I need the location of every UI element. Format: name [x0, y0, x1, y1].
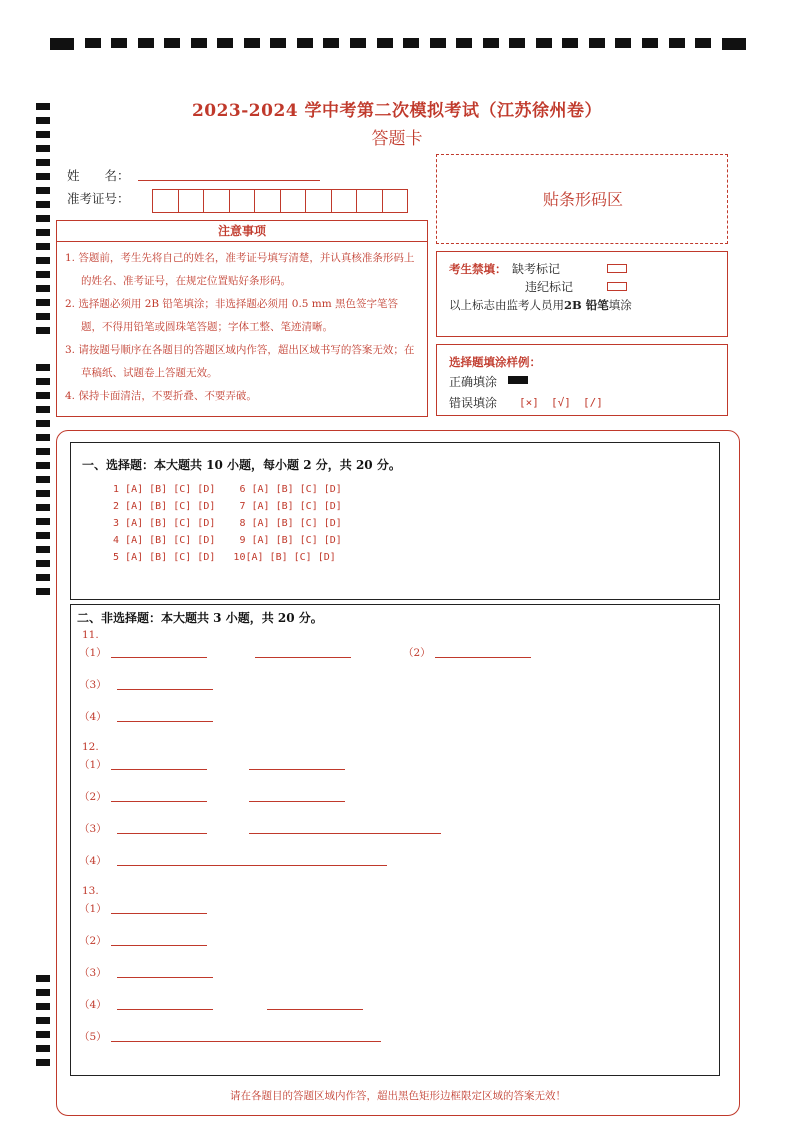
- proctor-only-label: 考生禁填：: [449, 262, 507, 276]
- name-label: 姓 名：: [67, 168, 130, 183]
- part-label: （5）: [79, 1031, 107, 1043]
- choice-row[interactable]: 2 [A] [B] [C] [D] 7 [A] [B] [C] [D]: [107, 501, 342, 512]
- answer-line[interactable]: [117, 1009, 213, 1010]
- correct-fill-mark: [508, 376, 528, 384]
- exam-title: 2023-2024 学中考第二次模拟考试（江苏徐州卷）: [191, 101, 603, 121]
- question-number-12: 12.: [82, 741, 99, 753]
- answer-line[interactable]: [249, 769, 345, 770]
- absent-mark-label: 缺考标记: [512, 262, 561, 276]
- part-label: （4）: [79, 711, 107, 723]
- non-choice-section-title: 二、非选择题：本大题共 3 小题，共 20 分。: [77, 611, 323, 625]
- correct-fill-label: 正确填涂: [449, 375, 498, 389]
- fill-sample-label: 选择题填涂样例：: [449, 355, 541, 369]
- name-field[interactable]: [138, 180, 320, 181]
- answer-line[interactable]: [267, 1009, 363, 1010]
- part-label: （3）: [79, 967, 107, 979]
- question-number-13: 13.: [82, 885, 99, 897]
- notice-item: 1. 答题前，考生先将自己的姓名，准考证号填写清楚，并认真核准条形码上的姓名、准考证号，在规定位置贴好条形码。: [65, 252, 415, 287]
- answer-line[interactable]: [117, 977, 213, 978]
- wrong-mark-slash: [/]: [583, 396, 603, 409]
- answer-line[interactable]: [111, 657, 207, 658]
- part-label: （2）: [403, 647, 431, 659]
- barcode-area: [436, 154, 728, 244]
- part-label: （3）: [79, 823, 107, 835]
- violation-mark-box[interactable]: [607, 282, 627, 291]
- choice-row[interactable]: 3 [A] [B] [C] [D] 8 [A] [B] [C] [D]: [107, 518, 342, 529]
- answer-line[interactable]: [117, 833, 207, 834]
- answer-line[interactable]: [249, 833, 441, 834]
- absent-mark-box[interactable]: [607, 264, 627, 273]
- id-label: 准考证号：: [67, 191, 130, 206]
- question-number-11: 11.: [82, 629, 99, 641]
- choice-grid[interactable]: [107, 481, 342, 566]
- top-timing-marks: [50, 38, 746, 50]
- choice-row[interactable]: 4 [A] [B] [C] [D] 9 [A] [B] [C] [D]: [107, 535, 342, 546]
- part-label: （1）: [79, 759, 107, 771]
- proctor-note: 以上标志由监考人员用2B 铅笔填涂: [449, 298, 632, 312]
- notice-list: [56, 241, 428, 417]
- answer-sheet-subtitle: 答题卡: [371, 129, 423, 149]
- non-choice-section: [70, 604, 720, 1076]
- wrong-fill-label: 错误填涂: [449, 396, 498, 410]
- part-label: （4）: [79, 855, 107, 867]
- notice-title: 注意事项: [56, 220, 428, 242]
- left-timing-marks-middle: [36, 364, 50, 602]
- part-label: （2）: [79, 935, 107, 947]
- part-label: （4）: [79, 999, 107, 1011]
- footer-warning: 请在各题目的答题区域内作答，超出黑色矩形边框限定区域的答案无效！: [230, 1090, 566, 1102]
- barcode-label: 贴条形码区: [542, 190, 623, 209]
- wrong-mark-check: [√]: [551, 396, 571, 409]
- answer-line[interactable]: [111, 945, 207, 946]
- answer-line[interactable]: [255, 657, 351, 658]
- choice-row[interactable]: 5 [A] [B] [C] [D] 10[A] [B] [C] [D]: [107, 552, 336, 563]
- fill-sample-box: [436, 344, 728, 416]
- choice-section-title: 一、选择题：本大题共 10 小题，每小题 2 分，共 20 分。: [82, 458, 401, 472]
- notice-item: 2. 选择题必须用 2B 铅笔填涂；非选择题必须用 0.5 mm 黑色签字笔答题，不得用铅笔或圆珠笔答题；字体工整、笔迹清晰。: [65, 298, 399, 333]
- exam-id-boxes[interactable]: [152, 189, 407, 213]
- answer-line[interactable]: [111, 913, 207, 914]
- wrong-mark-cross: [×]: [519, 396, 539, 409]
- notice-item: 4. 保持卡面清洁，不要折叠、不要弄破。: [65, 390, 257, 402]
- part-label: （3）: [79, 679, 107, 691]
- left-timing-marks-bottom: [36, 975, 50, 1073]
- answer-line[interactable]: [117, 865, 387, 866]
- proctor-only-box: [436, 251, 728, 337]
- notice-item: 3. 请按题号顺序在各题目的答题区域内作答，超出区域书写的答案无效；在草稿纸、试题卷上答题无效。: [65, 344, 415, 379]
- answer-line[interactable]: [435, 657, 531, 658]
- answer-line[interactable]: [249, 801, 345, 802]
- part-label: （1）: [79, 647, 107, 659]
- part-label: （1）: [79, 903, 107, 915]
- violation-mark-label: 违纪标记: [525, 280, 574, 294]
- choice-row[interactable]: 1 [A] [B] [C] [D] 6 [A] [B] [C] [D]: [107, 484, 342, 495]
- answer-line[interactable]: [111, 1041, 381, 1042]
- answer-line[interactable]: [117, 721, 213, 722]
- part-label: （2）: [79, 791, 107, 803]
- answer-line[interactable]: [117, 689, 213, 690]
- answer-line[interactable]: [111, 769, 207, 770]
- answer-line[interactable]: [111, 801, 207, 802]
